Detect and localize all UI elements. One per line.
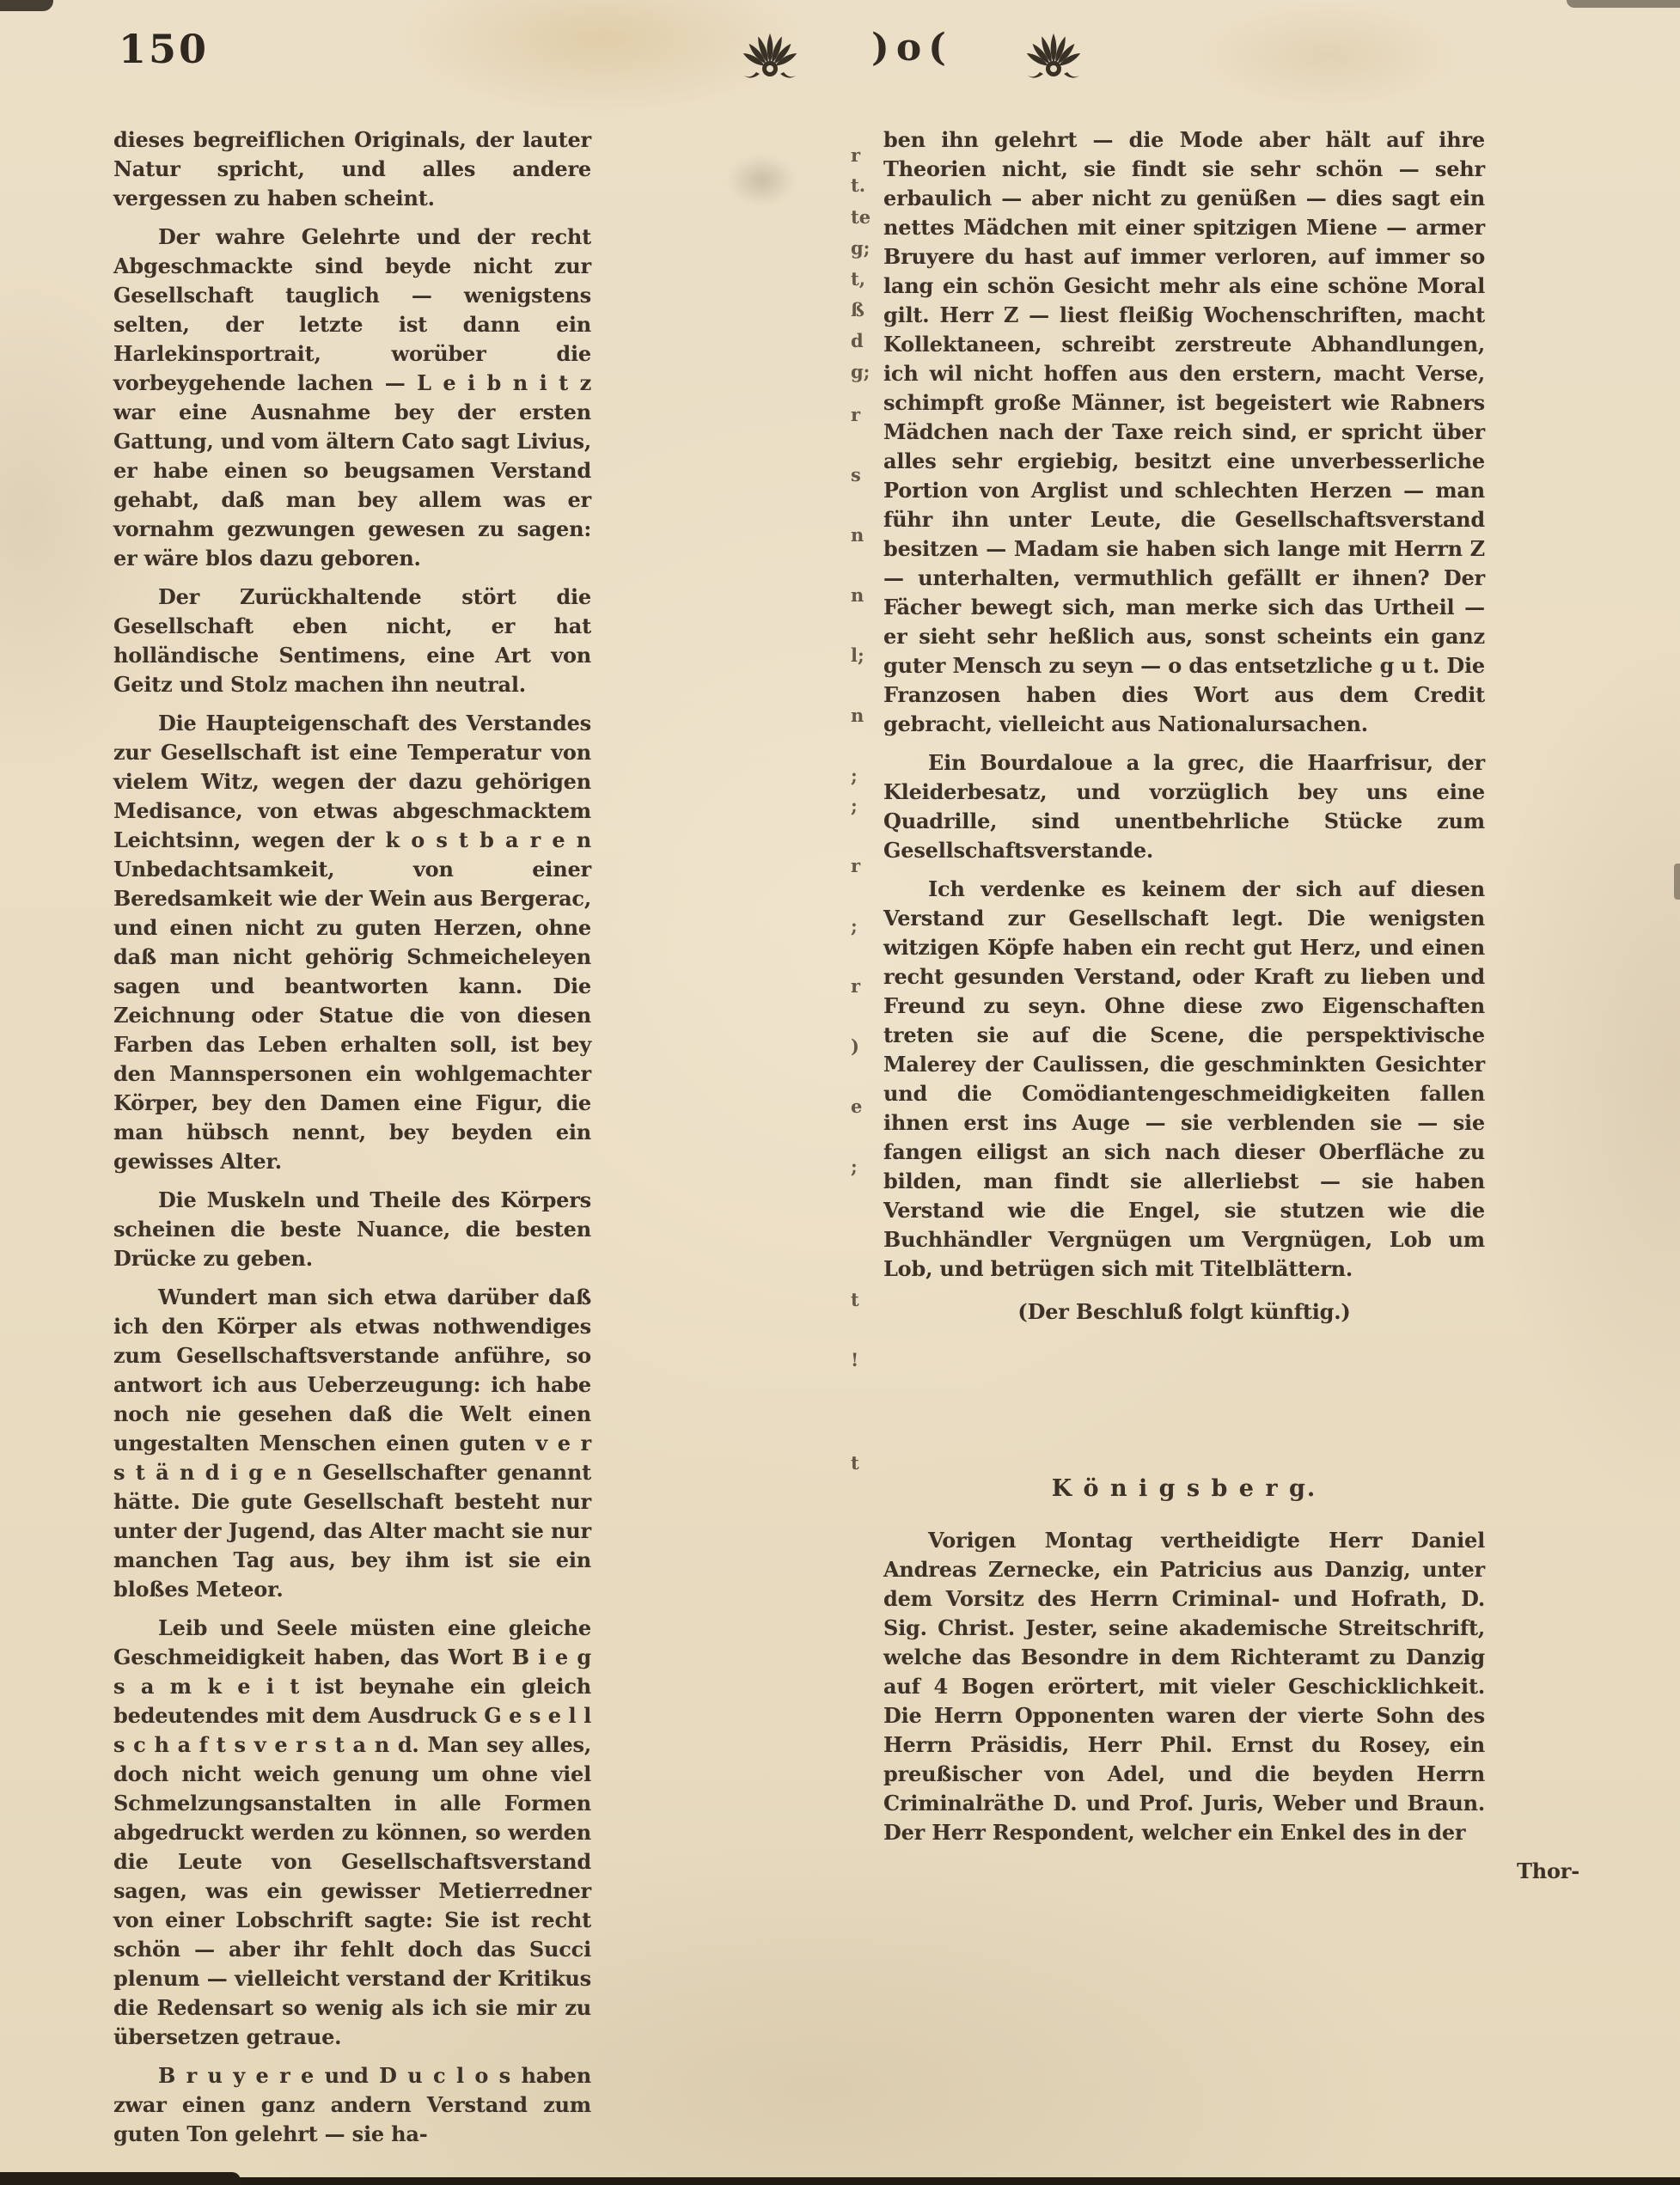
showthrough-fragment: ! xyxy=(851,1349,859,1370)
scan-edge-mark xyxy=(1567,0,1680,8)
ink-smudge xyxy=(727,155,796,206)
showthrough-fragment: ; xyxy=(851,795,858,816)
showthrough-fragment: r xyxy=(851,144,861,166)
paragraph: Die Haupteigenschaft des Verstandes zur Gesellschaft ist eine Temperatur von vielem Witz, wegen der dazu gehörigen Medisance, von etwas abgeschmacktem Leichtsinn, wegen der k o s t b a r e n Unbedachtsamkeit, von einer Beredsamkeit wie der Wein aus Bergerac, und einen nicht zu guten Herzen, ohne daß man nicht gehörig Schmeicheleyen sagen und beantworten kann. Die Zeichnung oder Statue die von diesen Farben das Leben erhalten soll, ist bey den Mannspersonen ein wohlgemachter Körper, bey den Damen eine Figur, die man hübsch nennt, bey beyden ein gewisses Alter. xyxy=(113,711,591,1174)
scan-edge-mark xyxy=(0,0,53,11)
showthrough-fragment: l; xyxy=(851,644,864,666)
showthrough-fragment: e xyxy=(851,1096,863,1117)
showthrough-fragment: ; xyxy=(851,765,858,786)
showthrough-fragment: g; xyxy=(851,237,871,259)
paragraph: Ein Bourdaloue a la grec, die Haarfrisur, der Kleiderbesatz, und vorzüglich bey uns eine Quadrille, sind unentbehrliche Stücke zum Gesellschaftsverstande. xyxy=(883,750,1485,863)
showthrough-fragment: d xyxy=(851,330,864,351)
showthrough-fragment: g; xyxy=(851,361,871,382)
center-ornament: )o( xyxy=(871,26,953,70)
showthrough-fragment: r xyxy=(851,855,861,876)
showthrough-fragment: te xyxy=(851,206,871,228)
showthrough-fragment: r xyxy=(851,975,861,997)
showthrough-fragment: n xyxy=(851,584,864,606)
showthrough-fragment: t, xyxy=(851,268,866,290)
paragraph: Leib und Seele müsten eine gleiche Geschmeidigkeit haben, das Wort B i e g s a m k e i t ist beynahe ein gleich bedeutendes mit dem Ausdruck G e s e l l s c h a f t s v e r s t a n d. Man sey alles, doch nicht weich genung um ohne viel Schmelzungsanstalten in alle Formen abgedruckt werden zu können, so werden die Leute von Gesellschaftsverstand sagen, was ein gewisser Metierredner von einer Lobschrift sagte: Sie ist recht schön — aber ihr fehlt doch das Succi plenum — vielleicht verstand der Kritikus die Redensart so wenig als ich sie mir zu übersetzen getraue. xyxy=(113,1615,591,2049)
shell-fleuron-icon xyxy=(1024,31,1083,84)
catchword: Thor- xyxy=(1517,1858,1579,1883)
section-body xyxy=(883,1526,1485,1847)
paragraph: dieses begreiflichen Originals, der lauter Natur spricht, und alles andere vergessen zu haben scheint. xyxy=(113,127,591,211)
paragraph: Ich verdenke es keinem der sich auf diesen Verstand zur Gesellschaft legt. Die wenigsten witzigen Köpfe haben ein recht gut Herz, und einen recht gesunden Verstand, oder Kraft zu lieben und Freund zu seyn. Ohne diese zwo Eigenschaften treten sie auf die Scene, die perspektivische Malerey der Caulissen, die geschminkten Gesichter und die Comödiantengeschmeidigkeiten fallen ihnen erst ins Auge — sie verblenden sie — sie fangen eiligst an sich nach dieser Oberfläche zu bilden, man findt sie allerliebst — sie haben Verstand wie die Engel, sie stutzen wie die Buchhändler Vergnügen um Vergnügen, Lob um Lob, und betrügen sich mit Titelblättern. xyxy=(883,876,1485,1281)
left-column xyxy=(113,125,591,2158)
showthrough-fragment: ß xyxy=(851,299,864,320)
shell-fleuron-icon xyxy=(741,31,799,84)
showthrough-fragment: n xyxy=(851,524,864,546)
paragraph: Die Muskeln und Theile des Körpers scheinen die beste Nuance, die besten Drücke zu geben. xyxy=(113,1187,591,1271)
scan-edge-mark xyxy=(1674,864,1680,900)
showthrough-fragment: ) xyxy=(851,1035,859,1057)
paragraph: ben ihn gelehrt — die Mode aber hält auf ihre Theorien nicht, sie findt sie sehr schön — sehr erbaulich — aber nicht zu genüßen — dies sagt ein nettes Mädchen mit einer spitzigen Miene — armer Bruyere du hast auf immer verloren, auf immer so lang ein schön Gesicht mehr als eine schöne Moral gilt. Herr Z — liest fleißig Wochenschriften, macht Kollektaneen, schreibt zerstreute Abhandlungen, ich wil nicht hoffen aus den erstern, macht Verse, schimpft große Männer, ist begeistert wie Rabners Mädchen nach der Taxe reich sind, er spricht über alles sehr ergiebig, besitzt eine unverbesserliche Portion von Arglist und schlechten Herzen — man führ ihn unter Leute, die Gesellschaftsverstand besitzen — Madam sie haben sich lange mit Herrn Z — unterhalten, vermuthlich gefällt er ihnen? Der Fächer bewegt sich, man merke sich das Urtheil — er sieht sehr heßlich aus, sonst scheints ein ganz guter Mensch zu seyn — o das entsetzliche g u t. Die Franzosen haben dies Wort aus dem Credit gebracht, vielleicht aus Nationalursachen. xyxy=(883,127,1485,736)
right-column-main xyxy=(883,125,1485,1284)
showthrough-fragment: ; xyxy=(851,1156,858,1177)
showthrough-fragment: ; xyxy=(851,915,858,937)
showthrough-fragment: t xyxy=(851,1289,859,1310)
section-heading: K ö n i g s b e r g. xyxy=(1051,1475,1317,1502)
showthrough-fragment: n xyxy=(851,705,864,726)
right-column xyxy=(883,125,1579,1886)
paragraph: Vorigen Montag vertheidigte Herr Daniel Andreas Zernecke, ein Patricius aus Danzig, unter dem Vorsitz des Herrn Criminal- und Hofrath, D. Sig. Christ. Jester, seine akademische Streitschrift, welche das Besondre in dem Richteramt zu Danzig auf 4 Bogen erörtert, mit vieler Geschicklichkeit. Die Herrn Opponenten waren der vierte Sohn des Herrn Präsidis, Herr Phil. Ernst du Rosey, ein preußischer von Adel, und die beyden Herrn Criminalräthe D. und Prof. Juris, Weber und Braun. Der Herr Respondent, welcher ein Enkel des in der xyxy=(883,1528,1485,1845)
paragraph: Der Zurückhaltende stört die Gesellschaft eben nicht, er hat holländische Sentimens, eine Art von Geitz und Stolz machen ihn neutral. xyxy=(113,584,591,697)
scan-edge-mark xyxy=(0,2172,241,2185)
paragraph: Wundert man sich etwa darüber daß ich den Körper als etwas nothwendiges zum Gesellschaftsverstande anführe, so antwort ich aus Ueberzeugung: ich habe noch nie gesehen daß die Welt einen ungestalten Menschen einen guten v e r s t ä n d i g e n Gesellschafter genannt hätte. Die gute Gesellschaft besteht nur unter der Jugend, das Alter macht sie nur manchen Tag aus, bey ihm ist sie ein bloßes Meteor. xyxy=(113,1285,591,1602)
showthrough-fragment: r xyxy=(851,404,861,425)
paragraph: Der wahre Gelehrte und der recht Abgeschmackte sind beyde nicht zur Gesellschaft tauglich — wenigstens selten, der letzte ist dann ein Harlekinsportrait, worüber die vorbeygehende lachen — L e i b n i t z war eine Ausnahme bey der ersten Gattung, und vom ältern Cato sagt Livius, er habe einen so beugsamen Verstand gehabt, daß man bey allem was er vornahm gezwungen gewesen zu sagen: er wäre blos dazu geboren. xyxy=(113,224,591,571)
showthrough-fragment: t. xyxy=(851,174,866,196)
showthrough-fragment: t xyxy=(851,1452,859,1474)
paragraph: B r u y e r e und D u c l o s haben zwar einen ganz andern Verstand zum guten Ton gelehrt — sie ha- xyxy=(113,2063,591,2146)
page-number: 150 xyxy=(119,26,210,72)
scan-edge-mark xyxy=(0,2177,1680,2185)
gutter-showthrough-marks xyxy=(849,0,882,2185)
closing-note: (Der Beschluß folgt künftig.) xyxy=(1017,1299,1351,1324)
showthrough-fragment: s xyxy=(851,464,861,485)
